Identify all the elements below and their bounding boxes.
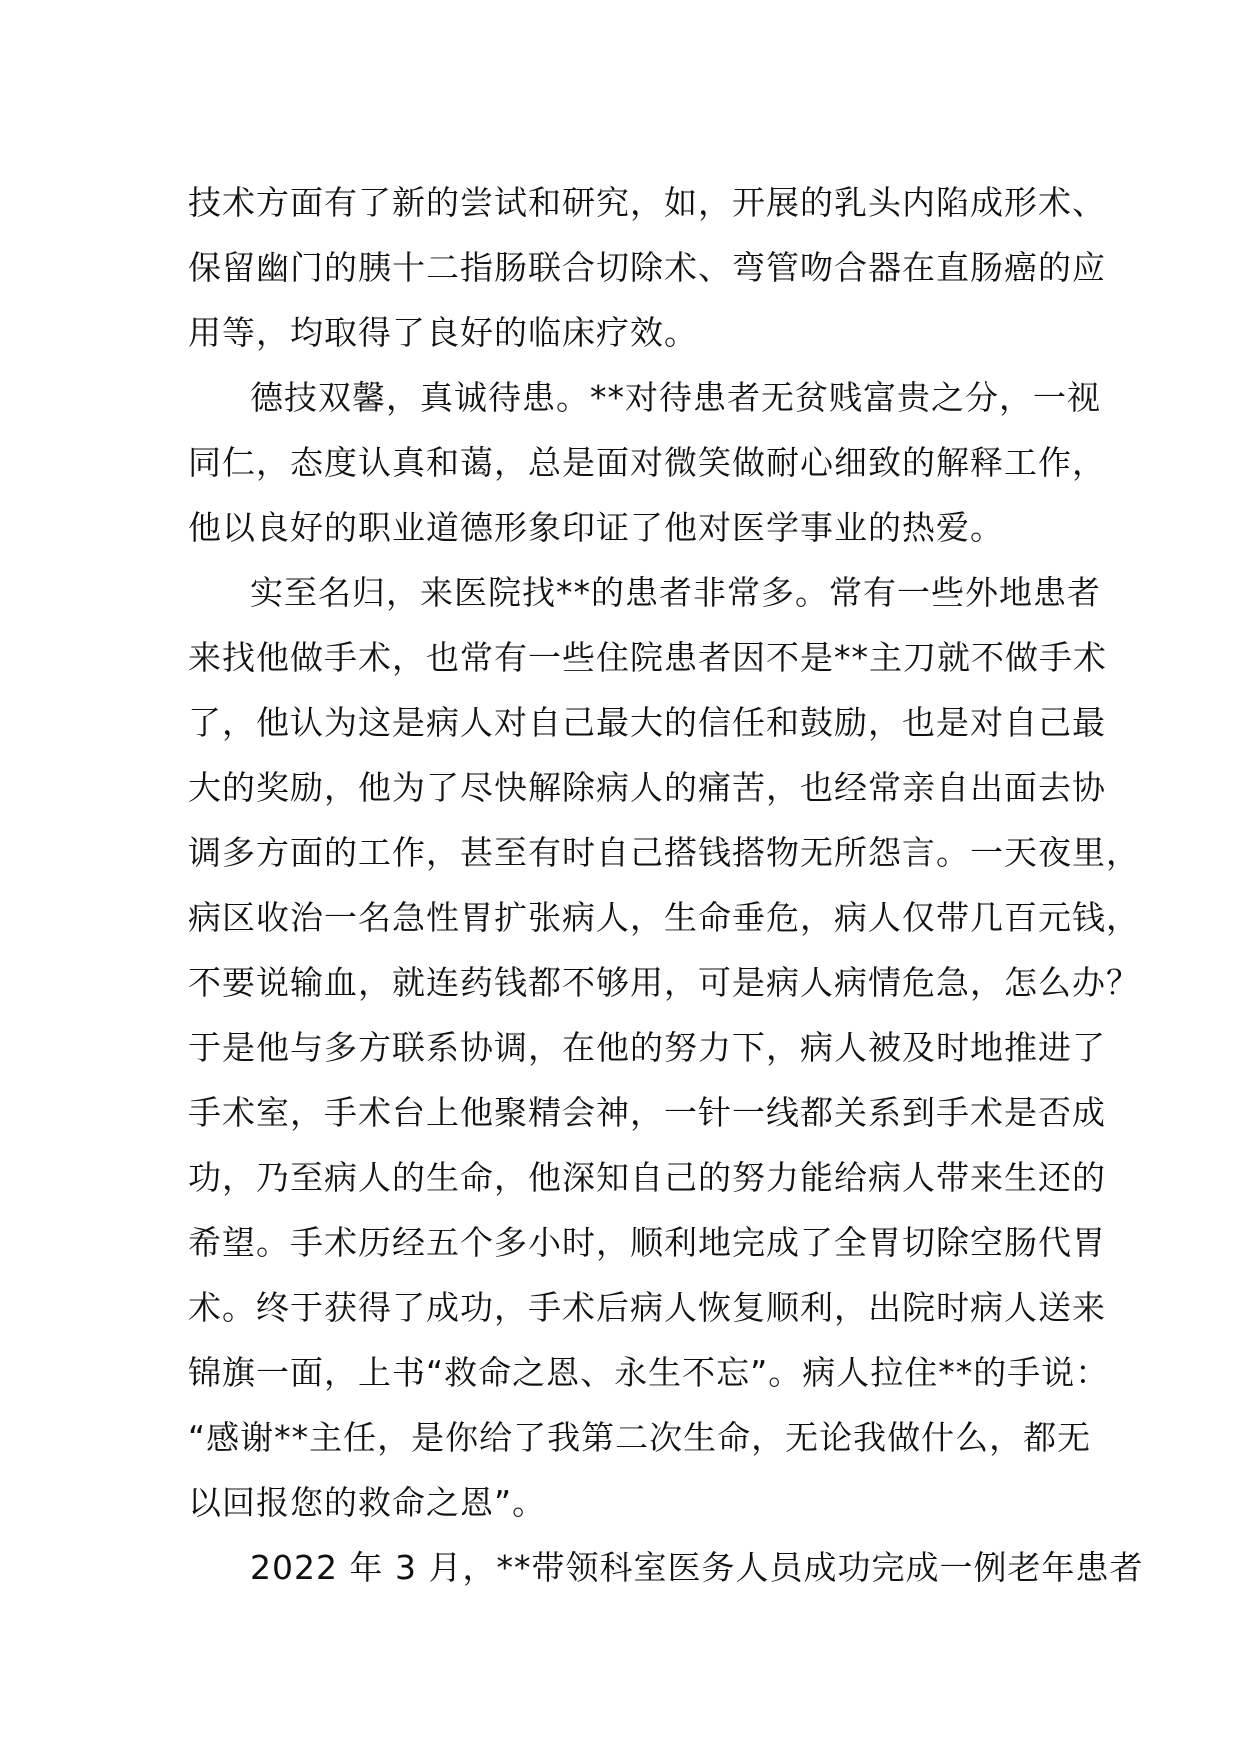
paragraph-line: 用等，均取得了良好的临床疗效。 <box>188 313 698 352</box>
paragraph-line: 同仁，态度认真和蔼，总是面对微笑做耐心细致的解释工作， <box>188 443 1106 482</box>
paragraph-line: 他以良好的职业道德形象印证了他对医学事业的热爱。 <box>188 508 1004 547</box>
paragraph-line: 实至名归，来医院找**的患者非常多。常有一些外地患者 <box>250 573 1101 612</box>
paragraph-line: 保留幽门的胰十二指肠联合切除术、弯管吻合器在直肠癌的应 <box>188 248 1106 287</box>
paragraph-2 <box>188 365 1106 560</box>
document-body <box>188 170 1144 1600</box>
paragraph-4 <box>188 1535 1144 1600</box>
paragraph-line: 不要说输血，就连药钱都不够用，可是病人病情危急，怎么办？ <box>188 963 1140 1002</box>
paragraph-line: 来找他做手术，也常有一些住院患者因不是**主刀就不做手术 <box>188 638 1107 677</box>
paragraph-line: 病区收治一名急性胃扩张病人，生命垂危，病人仅带几百元钱， <box>188 898 1140 937</box>
paragraph-line: 手术室，手术台上他聚精会神，一针一线都关系到手术是否成 <box>188 1093 1106 1132</box>
paragraph-line: 以回报您的救命之恩”。 <box>188 1483 547 1522</box>
paragraph-line: 于是他与多方联系协调，在他的努力下，病人被及时地推进了 <box>188 1028 1106 1067</box>
paragraph-line: 了，他认为这是病人对自己最大的信任和鼓励，也是对自己最 <box>188 703 1106 742</box>
paragraph-line: 希望。手术历经五个多小时，顺利地完成了全胃切除空肠代胃 <box>188 1223 1106 1262</box>
paragraph-line: 调多方面的工作，甚至有时自己搭钱搭物无所怨言。一天夜里， <box>188 833 1140 872</box>
paragraph-line: 锦旗一面，上书“救命之恩、永生不忘”。病人拉住**的手说： <box>188 1353 1110 1392</box>
paragraph-3 <box>188 560 1140 1535</box>
paragraph-line: 大的奖励，他为了尽快解除病人的痛苦，也经常亲自出面去协 <box>188 768 1106 807</box>
paragraph-line: 功，乃至病人的生命，他深知自己的努力能给病人带来生还的 <box>188 1158 1106 1197</box>
paragraph-line: 德技双馨，真诚待患。**对待患者无贫贱富贵之分，一视 <box>250 378 1101 417</box>
paragraph-line: 术。终于获得了成功，手术后病人恢复顺利，出院时病人送来 <box>188 1288 1106 1327</box>
paragraph-line: 技术方面有了新的尝试和研究，如，开展的乳头内陷成形术、 <box>188 183 1106 222</box>
paragraph-line: 2022 年 3 月，**带领科室医务人员成功完成一例老年患者 <box>250 1548 1144 1587</box>
paragraph-line: “感谢**主任，是你给了我第二次生命，无论我做什么，都无 <box>188 1418 1092 1457</box>
paragraph-1 <box>188 170 1106 365</box>
